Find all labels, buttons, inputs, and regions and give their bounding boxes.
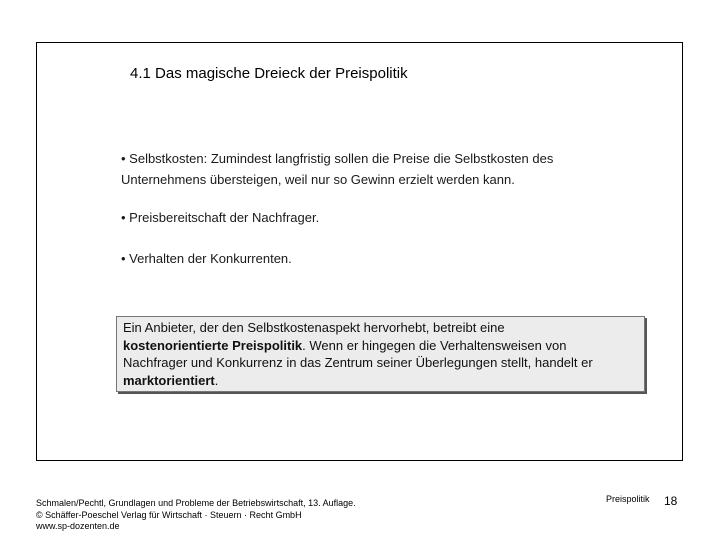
footer-source-line3: www.sp-dozenten.de (36, 521, 120, 531)
callout-line3: Nachfrager und Konkurrenz in das Zentrum seiner Überlegungen stellt, handelt er (123, 355, 593, 370)
slide-title: 4.1 Das magische Dreieck der Preispolitik (130, 65, 408, 82)
callout-line2-rest: . Wenn er hingegen die Verhaltensweisen von (302, 337, 567, 353)
definition-callout-box (116, 316, 645, 392)
callout-line1: Ein Anbieter, der den Selbstkostenaspekt hervorhebt, betreibt eine (123, 320, 505, 335)
footer-source-line1: Schmalen/Pechtl, Grundlagen und Probleme der Betriebswirtschaft, 13. Auflage. (36, 498, 356, 508)
bullet-selbstkosten-line1: • Selbstkosten: Zumindest langfristig sollen die Preise die Selbstkosten des (121, 151, 554, 166)
page-number: 18 (664, 494, 678, 508)
callout-term-marktorientiert: marktorientiert (123, 372, 215, 388)
bullet-selbstkosten-line2: Unternehmens übersteigen, weil nur so Gewinn erzielt werden kann. (121, 172, 515, 187)
footer-source (36, 498, 356, 533)
bullet-preisbereitschaft: • Preisbereitschaft der Nachfrager. (121, 210, 320, 225)
bullet-selbstkosten (121, 148, 553, 190)
bullet-konkurrenten: • Verhalten der Konkurrenten. (121, 251, 292, 266)
callout-term-kostenorientiert: kostenorientierte Preispolitik (123, 337, 303, 353)
callout-line4 (123, 372, 638, 390)
footer-source-line2: © Schäffer-Poeschel Verlag für Wirtschaft · Steuern · Recht GmbH (36, 509, 302, 520)
callout-line4-rest: . (214, 372, 219, 388)
footer-section-label: Preispolitik (606, 494, 650, 504)
callout-line2 (123, 337, 638, 355)
